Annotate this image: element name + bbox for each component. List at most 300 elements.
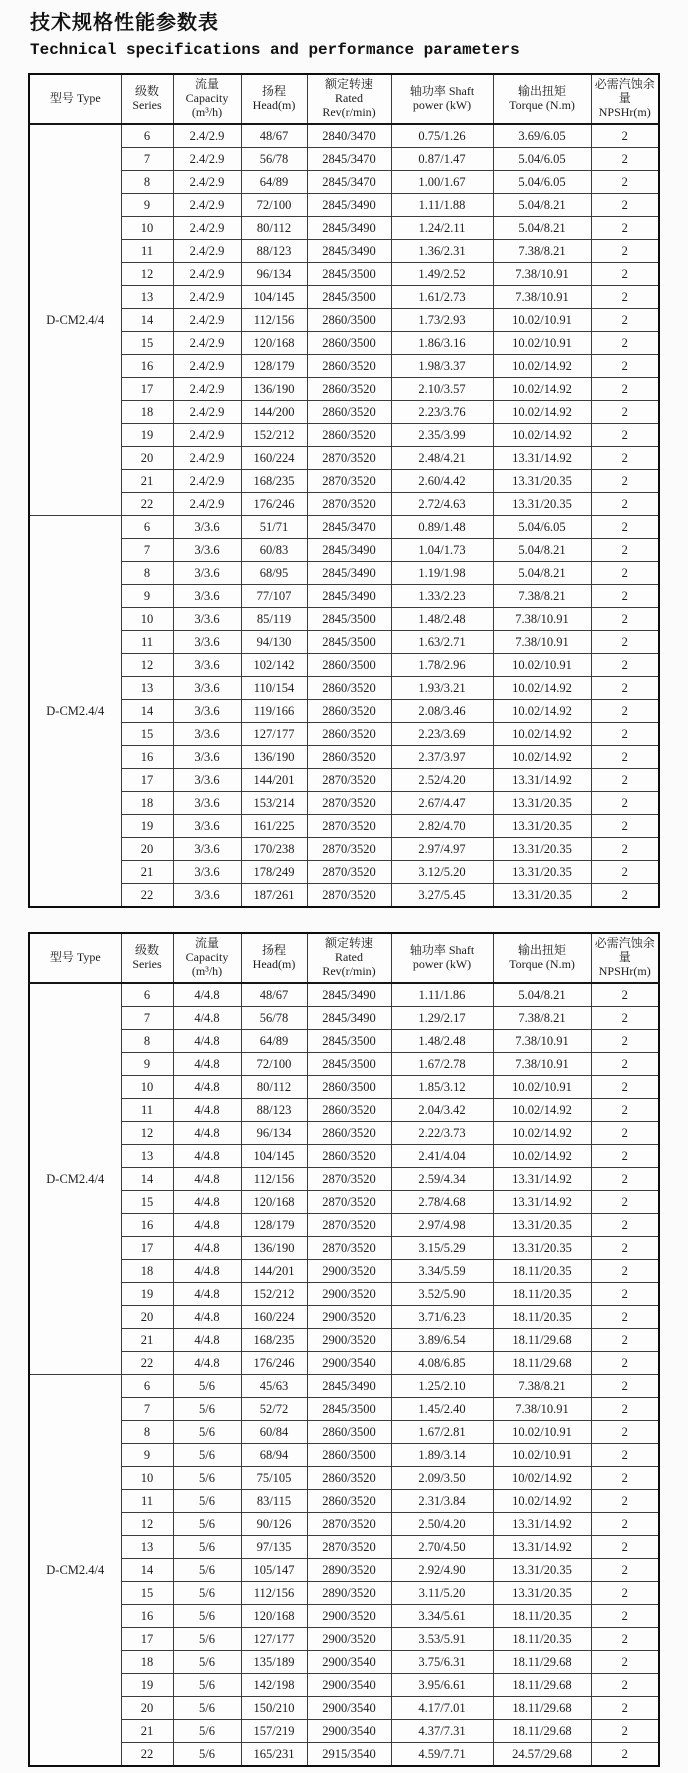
series-cell: 14 xyxy=(121,309,173,332)
series-cell: 6 xyxy=(121,983,173,1007)
series-cell: 17 xyxy=(121,1628,173,1651)
table-row xyxy=(29,263,659,286)
head-cell: 48/67 xyxy=(241,124,307,148)
series-cell: 21 xyxy=(121,470,173,493)
rev-cell: 2900/3540 xyxy=(307,1352,391,1375)
rev-cell: 2860/3500 xyxy=(307,1444,391,1467)
column-header-npshr: 必需汽蚀余 量 NPSHr(m) xyxy=(591,933,659,983)
npshr-cell: 2 xyxy=(591,1168,659,1191)
series-cell: 16 xyxy=(121,1214,173,1237)
table-row xyxy=(29,1122,659,1145)
series-cell: 8 xyxy=(121,1421,173,1444)
series-cell: 18 xyxy=(121,792,173,815)
rev-cell: 2840/3470 xyxy=(307,124,391,148)
capacity-cell: 4/4.8 xyxy=(173,1352,241,1375)
rev-cell: 2900/3520 xyxy=(307,1628,391,1651)
series-cell: 22 xyxy=(121,1743,173,1767)
npshr-cell: 2 xyxy=(591,1605,659,1628)
table-row xyxy=(29,1444,659,1467)
torque-cell: 13.31/20.35 xyxy=(493,493,591,516)
rev-cell: 2870/3520 xyxy=(307,815,391,838)
capacity-cell: 5/6 xyxy=(173,1582,241,1605)
npshr-cell: 2 xyxy=(591,309,659,332)
series-cell: 15 xyxy=(121,332,173,355)
npshr-cell: 2 xyxy=(591,1628,659,1651)
series-cell: 14 xyxy=(121,700,173,723)
npshr-cell: 2 xyxy=(591,608,659,631)
torque-cell: 10.02/10.91 xyxy=(493,1421,591,1444)
head-cell: 176/246 xyxy=(241,493,307,516)
head-cell: 80/112 xyxy=(241,217,307,240)
power-cell: 1.85/3.12 xyxy=(391,1076,493,1099)
rev-cell: 2860/3520 xyxy=(307,355,391,378)
series-cell: 20 xyxy=(121,1306,173,1329)
table-row xyxy=(29,1214,659,1237)
npshr-cell: 2 xyxy=(591,1398,659,1421)
rev-cell: 2860/3520 xyxy=(307,1122,391,1145)
table-row xyxy=(29,1697,659,1720)
power-cell: 2.60/4.42 xyxy=(391,470,493,493)
table-row xyxy=(29,1053,659,1076)
rev-cell: 2845/3500 xyxy=(307,631,391,654)
torque-cell: 5.04/6.05 xyxy=(493,516,591,539)
capacity-cell: 4/4.8 xyxy=(173,1053,241,1076)
head-cell: 112/156 xyxy=(241,1582,307,1605)
npshr-cell: 2 xyxy=(591,1099,659,1122)
capacity-cell: 5/6 xyxy=(173,1513,241,1536)
capacity-cell: 3/3.6 xyxy=(173,700,241,723)
capacity-cell: 5/6 xyxy=(173,1398,241,1421)
table-row xyxy=(29,769,659,792)
table-body xyxy=(29,124,659,907)
power-cell: 3.34/5.59 xyxy=(391,1260,493,1283)
rev-cell: 2870/3520 xyxy=(307,1536,391,1559)
head-cell: 64/89 xyxy=(241,1030,307,1053)
series-cell: 9 xyxy=(121,585,173,608)
head-cell: 168/235 xyxy=(241,470,307,493)
capacity-cell: 2.4/2.9 xyxy=(173,424,241,447)
table-row xyxy=(29,1398,659,1421)
capacity-cell: 2.4/2.9 xyxy=(173,194,241,217)
npshr-cell: 2 xyxy=(591,1283,659,1306)
column-header-capacity: 流量 Capacity (m³/h) xyxy=(173,74,241,124)
table-row xyxy=(29,1375,659,1398)
torque-cell: 13.31/20.35 xyxy=(493,792,591,815)
rev-cell: 2845/3500 xyxy=(307,1030,391,1053)
head-cell: 104/145 xyxy=(241,1145,307,1168)
power-cell: 2.08/3.46 xyxy=(391,700,493,723)
head-cell: 102/142 xyxy=(241,654,307,677)
head-cell: 90/126 xyxy=(241,1513,307,1536)
power-cell: 1.19/1.98 xyxy=(391,562,493,585)
rev-cell: 2870/3520 xyxy=(307,884,391,908)
head-cell: 120/168 xyxy=(241,1191,307,1214)
series-cell: 6 xyxy=(121,124,173,148)
head-cell: 80/112 xyxy=(241,1076,307,1099)
head-cell: 104/145 xyxy=(241,286,307,309)
capacity-cell: 2.4/2.9 xyxy=(173,493,241,516)
head-cell: 135/189 xyxy=(241,1651,307,1674)
torque-cell: 13.31/20.35 xyxy=(493,1582,591,1605)
torque-cell: 7.38/10.91 xyxy=(493,286,591,309)
torque-cell: 7.38/10.91 xyxy=(493,631,591,654)
table-row xyxy=(29,493,659,516)
column-header-npshr: 必需汽蚀余 量 NPSHr(m) xyxy=(591,74,659,124)
series-cell: 15 xyxy=(121,723,173,746)
capacity-cell: 2.4/2.9 xyxy=(173,217,241,240)
table-row xyxy=(29,1743,659,1767)
series-cell: 12 xyxy=(121,1122,173,1145)
rev-cell: 2870/3520 xyxy=(307,838,391,861)
capacity-cell: 4/4.8 xyxy=(173,1214,241,1237)
power-cell: 1.48/2.48 xyxy=(391,1030,493,1053)
type-cell: D-CM2.4/4 xyxy=(29,1375,121,1767)
head-cell: 128/179 xyxy=(241,355,307,378)
table-row xyxy=(29,1191,659,1214)
rev-cell: 2845/3500 xyxy=(307,1053,391,1076)
torque-cell: 13.31/14.92 xyxy=(493,1513,591,1536)
capacity-cell: 5/6 xyxy=(173,1743,241,1767)
torque-cell: 13.31/20.35 xyxy=(493,1237,591,1260)
npshr-cell: 2 xyxy=(591,263,659,286)
spec-table-lower xyxy=(28,932,660,1767)
npshr-cell: 2 xyxy=(591,194,659,217)
torque-cell: 13.31/20.35 xyxy=(493,884,591,908)
npshr-cell: 2 xyxy=(591,1720,659,1743)
rev-cell: 2845/3490 xyxy=(307,217,391,240)
table-header-row xyxy=(29,74,659,124)
torque-cell: 10.02/14.92 xyxy=(493,746,591,769)
head-cell: 152/212 xyxy=(241,424,307,447)
table-row xyxy=(29,1651,659,1674)
torque-cell: 18.11/29.68 xyxy=(493,1352,591,1375)
table-row xyxy=(29,1513,659,1536)
power-cell: 2.31/3.84 xyxy=(391,1490,493,1513)
rev-cell: 2860/3500 xyxy=(307,1421,391,1444)
series-cell: 19 xyxy=(121,424,173,447)
capacity-cell: 5/6 xyxy=(173,1628,241,1651)
power-cell: 2.92/4.90 xyxy=(391,1559,493,1582)
rev-cell: 2845/3490 xyxy=(307,539,391,562)
torque-cell: 18.11/29.68 xyxy=(493,1329,591,1352)
table-row xyxy=(29,585,659,608)
table-row xyxy=(29,1674,659,1697)
power-cell: 1.00/1.67 xyxy=(391,171,493,194)
capacity-cell: 3/3.6 xyxy=(173,884,241,908)
series-cell: 22 xyxy=(121,493,173,516)
rev-cell: 2870/3520 xyxy=(307,1513,391,1536)
series-cell: 10 xyxy=(121,1076,173,1099)
table-row xyxy=(29,401,659,424)
capacity-cell: 2.4/2.9 xyxy=(173,470,241,493)
power-cell: 1.49/2.52 xyxy=(391,263,493,286)
capacity-cell: 2.4/2.9 xyxy=(173,240,241,263)
series-cell: 8 xyxy=(121,1030,173,1053)
capacity-cell: 3/3.6 xyxy=(173,769,241,792)
head-cell: 157/219 xyxy=(241,1720,307,1743)
series-cell: 17 xyxy=(121,769,173,792)
series-cell: 12 xyxy=(121,1513,173,1536)
rev-cell: 2900/3520 xyxy=(307,1329,391,1352)
torque-cell: 10.02/10.91 xyxy=(493,654,591,677)
npshr-cell: 2 xyxy=(591,470,659,493)
type-cell: D-CM2.4/4 xyxy=(29,983,121,1375)
capacity-cell: 3/3.6 xyxy=(173,631,241,654)
rev-cell: 2860/3520 xyxy=(307,1467,391,1490)
type-cell: D-CM2.4/4 xyxy=(29,124,121,516)
series-cell: 8 xyxy=(121,171,173,194)
power-cell: 2.52/4.20 xyxy=(391,769,493,792)
table-row xyxy=(29,1352,659,1375)
torque-cell: 5.04/8.21 xyxy=(493,217,591,240)
power-cell: 2.78/4.68 xyxy=(391,1191,493,1214)
rev-cell: 2860/3520 xyxy=(307,401,391,424)
table-row xyxy=(29,1720,659,1743)
head-cell: 96/134 xyxy=(241,263,307,286)
torque-cell: 7.38/10.91 xyxy=(493,608,591,631)
rev-cell: 2845/3490 xyxy=(307,194,391,217)
torque-cell: 7.38/8.21 xyxy=(493,585,591,608)
npshr-cell: 2 xyxy=(591,539,659,562)
column-header-torque: 输出扭矩 Torque (N.m) xyxy=(493,933,591,983)
capacity-cell: 3/3.6 xyxy=(173,562,241,585)
series-cell: 17 xyxy=(121,378,173,401)
rev-cell: 2845/3470 xyxy=(307,516,391,539)
npshr-cell: 2 xyxy=(591,838,659,861)
capacity-cell: 4/4.8 xyxy=(173,1007,241,1030)
capacity-cell: 5/6 xyxy=(173,1444,241,1467)
rev-cell: 2890/3520 xyxy=(307,1582,391,1605)
table-row xyxy=(29,723,659,746)
series-cell: 9 xyxy=(121,1444,173,1467)
column-header-power: 轴功率 Shaft power (kW) xyxy=(391,933,493,983)
head-cell: 144/201 xyxy=(241,769,307,792)
capacity-cell: 4/4.8 xyxy=(173,1122,241,1145)
rev-cell: 2900/3540 xyxy=(307,1674,391,1697)
power-cell: 4.08/6.85 xyxy=(391,1352,493,1375)
power-cell: 1.24/2.11 xyxy=(391,217,493,240)
power-cell: 3.11/5.20 xyxy=(391,1582,493,1605)
npshr-cell: 2 xyxy=(591,493,659,516)
npshr-cell: 2 xyxy=(591,815,659,838)
npshr-cell: 2 xyxy=(591,1030,659,1053)
torque-cell: 13.31/14.92 xyxy=(493,1168,591,1191)
table-row xyxy=(29,1283,659,1306)
torque-cell: 10.02/14.92 xyxy=(493,1145,591,1168)
series-cell: 13 xyxy=(121,286,173,309)
npshr-cell: 2 xyxy=(591,562,659,585)
power-cell: 3.34/5.61 xyxy=(391,1605,493,1628)
table-row xyxy=(29,332,659,355)
power-cell: 2.35/3.99 xyxy=(391,424,493,447)
npshr-cell: 2 xyxy=(591,332,659,355)
npshr-cell: 2 xyxy=(591,1697,659,1720)
power-cell: 4.59/7.71 xyxy=(391,1743,493,1767)
table-row xyxy=(29,424,659,447)
column-header-head: 扬程 Head(m) xyxy=(241,933,307,983)
torque-cell: 5.04/6.05 xyxy=(493,171,591,194)
rev-cell: 2845/3500 xyxy=(307,1398,391,1421)
power-cell: 1.33/2.23 xyxy=(391,585,493,608)
power-cell: 3.75/6.31 xyxy=(391,1651,493,1674)
page-title: 技术规格性能参数表 xyxy=(30,12,219,34)
table-row xyxy=(29,1467,659,1490)
table-row xyxy=(29,1099,659,1122)
table-row xyxy=(29,983,659,1007)
column-header-capacity: 流量 Capacity (m³/h) xyxy=(173,933,241,983)
table-row xyxy=(29,1421,659,1444)
torque-cell: 10.02/14.92 xyxy=(493,700,591,723)
head-cell: 112/156 xyxy=(241,1168,307,1191)
head-cell: 77/107 xyxy=(241,585,307,608)
capacity-cell: 4/4.8 xyxy=(173,1329,241,1352)
torque-cell: 7.38/8.21 xyxy=(493,1375,591,1398)
series-cell: 7 xyxy=(121,1398,173,1421)
torque-cell: 5.04/6.05 xyxy=(493,148,591,171)
power-cell: 0.75/1.26 xyxy=(391,124,493,148)
power-cell: 2.04/3.42 xyxy=(391,1099,493,1122)
table-row xyxy=(29,1582,659,1605)
npshr-cell: 2 xyxy=(591,723,659,746)
table-row xyxy=(29,631,659,654)
series-cell: 10 xyxy=(121,217,173,240)
power-cell: 1.25/2.10 xyxy=(391,1375,493,1398)
torque-cell: 5.04/8.21 xyxy=(493,194,591,217)
npshr-cell: 2 xyxy=(591,217,659,240)
head-cell: 56/78 xyxy=(241,1007,307,1030)
head-cell: 152/212 xyxy=(241,1283,307,1306)
head-cell: 144/200 xyxy=(241,401,307,424)
npshr-cell: 2 xyxy=(591,1490,659,1513)
npshr-cell: 2 xyxy=(591,1214,659,1237)
head-cell: 83/115 xyxy=(241,1490,307,1513)
head-cell: 75/105 xyxy=(241,1467,307,1490)
series-cell: 6 xyxy=(121,516,173,539)
rev-cell: 2900/3540 xyxy=(307,1651,391,1674)
table-row xyxy=(29,217,659,240)
series-cell: 16 xyxy=(121,355,173,378)
head-cell: 60/83 xyxy=(241,539,307,562)
power-cell: 2.50/4.20 xyxy=(391,1513,493,1536)
torque-cell: 10.02/14.92 xyxy=(493,401,591,424)
npshr-cell: 2 xyxy=(591,700,659,723)
rev-cell: 2860/3520 xyxy=(307,1490,391,1513)
rev-cell: 2845/3490 xyxy=(307,1375,391,1398)
npshr-cell: 2 xyxy=(591,1651,659,1674)
header-row xyxy=(29,74,659,124)
power-cell: 1.11/1.88 xyxy=(391,194,493,217)
rev-cell: 2870/3520 xyxy=(307,470,391,493)
column-header-type: 型号 Type xyxy=(29,933,121,983)
npshr-cell: 2 xyxy=(591,1559,659,1582)
power-cell: 1.04/1.73 xyxy=(391,539,493,562)
series-cell: 18 xyxy=(121,1260,173,1283)
power-cell: 2.70/4.50 xyxy=(391,1536,493,1559)
power-cell: 1.45/2.40 xyxy=(391,1398,493,1421)
capacity-cell: 2.4/2.9 xyxy=(173,286,241,309)
power-cell: 0.89/1.48 xyxy=(391,516,493,539)
torque-cell: 7.38/10.91 xyxy=(493,263,591,286)
rev-cell: 2860/3500 xyxy=(307,309,391,332)
table-row xyxy=(29,1168,659,1191)
table-row xyxy=(29,884,659,908)
capacity-cell: 5/6 xyxy=(173,1490,241,1513)
npshr-cell: 2 xyxy=(591,1536,659,1559)
capacity-cell: 5/6 xyxy=(173,1467,241,1490)
power-cell: 2.72/4.63 xyxy=(391,493,493,516)
table-row xyxy=(29,148,659,171)
torque-cell: 7.38/10.91 xyxy=(493,1398,591,1421)
power-cell: 3.27/5.45 xyxy=(391,884,493,908)
rev-cell: 2915/3540 xyxy=(307,1743,391,1767)
torque-cell: 10.02/14.92 xyxy=(493,723,591,746)
torque-cell: 10.02/10.91 xyxy=(493,309,591,332)
capacity-cell: 4/4.8 xyxy=(173,1283,241,1306)
table-row xyxy=(29,1076,659,1099)
series-cell: 9 xyxy=(121,1053,173,1076)
npshr-cell: 2 xyxy=(591,1053,659,1076)
head-cell: 88/123 xyxy=(241,240,307,263)
table-row xyxy=(29,1329,659,1352)
torque-cell: 18.11/20.35 xyxy=(493,1306,591,1329)
npshr-cell: 2 xyxy=(591,1145,659,1168)
capacity-cell: 3/3.6 xyxy=(173,654,241,677)
torque-cell: 18.11/29.68 xyxy=(493,1697,591,1720)
npshr-cell: 2 xyxy=(591,1375,659,1398)
torque-cell: 13.31/20.35 xyxy=(493,861,591,884)
head-cell: 136/190 xyxy=(241,746,307,769)
capacity-cell: 5/6 xyxy=(173,1720,241,1743)
head-cell: 153/214 xyxy=(241,792,307,815)
series-cell: 20 xyxy=(121,447,173,470)
torque-cell: 7.38/8.21 xyxy=(493,1007,591,1030)
power-cell: 1.63/2.71 xyxy=(391,631,493,654)
series-cell: 10 xyxy=(121,1467,173,1490)
head-cell: 97/135 xyxy=(241,1536,307,1559)
torque-cell: 7.38/8.21 xyxy=(493,240,591,263)
npshr-cell: 2 xyxy=(591,1513,659,1536)
rev-cell: 2845/3500 xyxy=(307,608,391,631)
table-row xyxy=(29,1306,659,1329)
capacity-cell: 2.4/2.9 xyxy=(173,309,241,332)
capacity-cell: 2.4/2.9 xyxy=(173,401,241,424)
table-row xyxy=(29,1536,659,1559)
rev-cell: 2870/3520 xyxy=(307,1168,391,1191)
rev-cell: 2870/3520 xyxy=(307,493,391,516)
head-cell: 56/78 xyxy=(241,148,307,171)
capacity-cell: 3/3.6 xyxy=(173,723,241,746)
npshr-cell: 2 xyxy=(591,585,659,608)
table-row xyxy=(29,124,659,148)
head-cell: 45/63 xyxy=(241,1375,307,1398)
capacity-cell: 5/6 xyxy=(173,1651,241,1674)
head-cell: 68/94 xyxy=(241,1444,307,1467)
rev-cell: 2845/3500 xyxy=(307,263,391,286)
torque-cell: 10.02/14.92 xyxy=(493,677,591,700)
capacity-cell: 3/3.6 xyxy=(173,608,241,631)
series-cell: 19 xyxy=(121,1674,173,1697)
torque-cell: 10.02/14.92 xyxy=(493,355,591,378)
rev-cell: 2900/3520 xyxy=(307,1260,391,1283)
rev-cell: 2870/3520 xyxy=(307,1214,391,1237)
npshr-cell: 2 xyxy=(591,631,659,654)
npshr-cell: 2 xyxy=(591,983,659,1007)
npshr-cell: 2 xyxy=(591,677,659,700)
power-cell: 1.67/2.78 xyxy=(391,1053,493,1076)
torque-cell: 13.31/20.35 xyxy=(493,838,591,861)
torque-cell: 13.31/14.92 xyxy=(493,769,591,792)
table-row xyxy=(29,194,659,217)
